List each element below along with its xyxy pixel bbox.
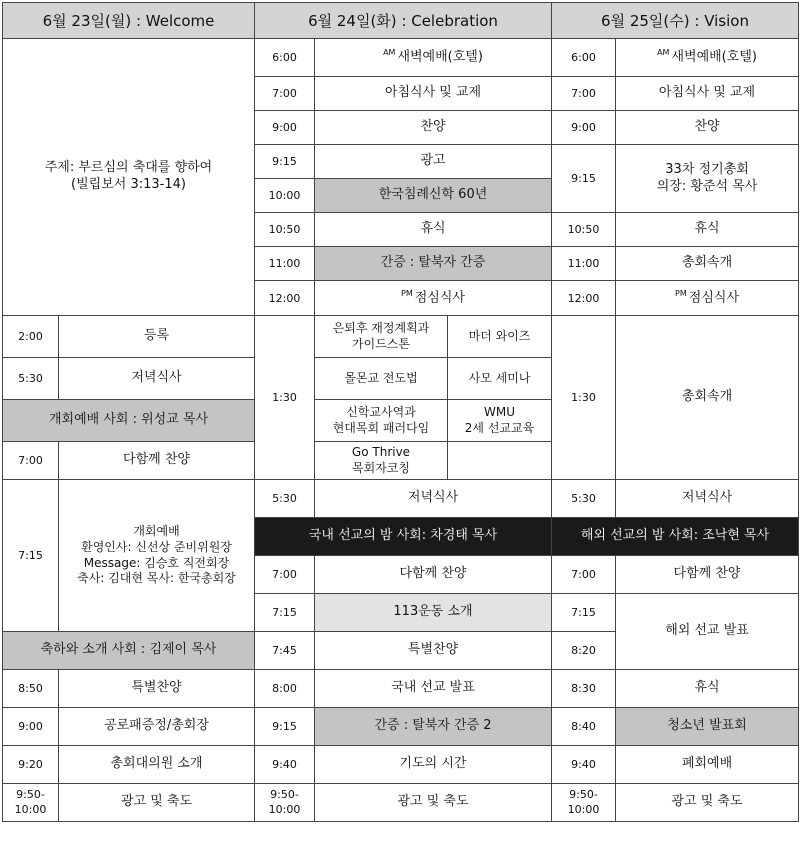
day2-event: 특별찬양	[315, 632, 552, 670]
day1-event: 저녁식사	[59, 358, 255, 400]
time-cell: 7:00	[255, 77, 315, 111]
day3-event: 찬양	[616, 111, 799, 145]
time-cell: 6:00	[255, 39, 315, 77]
day2-event: 간증 : 탈북자 간증	[315, 247, 552, 281]
day1-event: 다함께 찬양	[59, 442, 255, 480]
time-cell: 9:00	[552, 111, 616, 145]
day3-event: 33차 정기총회 의장: 황준석 목사	[616, 145, 799, 213]
session-cell: 마더 와이즈	[448, 316, 552, 358]
day1-band: 개회예배 사회 : 위성교 목사	[3, 400, 255, 442]
day1-event: 등록	[59, 316, 255, 358]
time-cell: 11:00	[552, 247, 616, 281]
day2-event: 한국침례신학 60년	[315, 179, 552, 213]
time-cell: 5:30	[552, 480, 616, 518]
time-cell: 9:50- 10:00	[255, 784, 315, 822]
day2-event: $^{AM}$ 새벽예배(호텔)	[315, 39, 552, 77]
day1-theme: 주제: 부르심의 축대를 향하여 (빌립보서 3:13-14)	[3, 39, 255, 316]
time-cell: 7:00	[255, 556, 315, 594]
time-cell: 8:20	[552, 632, 616, 670]
session-cell-empty	[448, 442, 552, 480]
time-cell: 8:00	[255, 670, 315, 708]
time-cell: 8:30	[552, 670, 616, 708]
time-cell: 7:00	[3, 442, 59, 480]
time-cell: 5:30	[3, 358, 59, 400]
session-cell: Go Thrive 목회자코칭	[315, 442, 448, 480]
time-cell: 12:00	[255, 281, 315, 316]
session-cell: 사모 세미나	[448, 358, 552, 400]
day3-event: 청소년 발표회	[616, 708, 799, 746]
time-cell: 7:15	[552, 594, 616, 632]
time-cell: 7:00	[552, 556, 616, 594]
session-cell: 몰몬교 전도법	[315, 358, 448, 400]
day1-event: 개회예배 환영인사: 신선상 준비위원장 Message: 김승호 직전회장 축사: 김대현 목사: 한국총회장	[59, 480, 255, 632]
day1-event: 공로패증정/총회장	[59, 708, 255, 746]
day2-event: 113운동 소개	[315, 594, 552, 632]
day2-event: 광고 및 축도	[315, 784, 552, 822]
time-cell: 9:00	[3, 708, 59, 746]
time-cell: 10:50	[255, 213, 315, 247]
time-cell: 9:40	[552, 746, 616, 784]
time-cell: 9:15	[255, 708, 315, 746]
day3-event: $^{PM}$ 점심식사	[616, 281, 799, 316]
day2-event: 찬양	[315, 111, 552, 145]
day3-event: 휴식	[616, 670, 799, 708]
day2-event: 다함께 찬양	[315, 556, 552, 594]
day1-event: 특별찬양	[59, 670, 255, 708]
time-cell: 1:30	[255, 316, 315, 480]
time-cell: 9:50- 10:00	[552, 784, 616, 822]
day2-event: 국내 선교 발표	[315, 670, 552, 708]
time-cell: 2:00	[3, 316, 59, 358]
day1-header: 6월 23일(월) : Welcome	[3, 3, 255, 39]
day2-event: 휴식	[315, 213, 552, 247]
day1-band: 축하와 소개 사회 : 김제이 목사	[3, 632, 255, 670]
day1-event: 광고 및 축도	[59, 784, 255, 822]
time-cell: 7:45	[255, 632, 315, 670]
time-cell: 7:15	[255, 594, 315, 632]
day3-event: 아침식사 및 교제	[616, 77, 799, 111]
time-cell: 9:20	[3, 746, 59, 784]
day3-event: 다함께 찬양	[616, 556, 799, 594]
day2-event: $^{PM}$ 점심식사	[315, 281, 552, 316]
day2-event: 간증 : 탈북자 간증 2	[315, 708, 552, 746]
time-cell: 10:00	[255, 179, 315, 213]
day3-event: 광고 및 축도	[616, 784, 799, 822]
time-cell: 9:15	[552, 145, 616, 213]
day2-event: 저녁식사	[315, 480, 552, 518]
day3-header: 6월 25일(수) : Vision	[552, 3, 799, 39]
day3-event: 폐회예배	[616, 746, 799, 784]
time-cell: 12:00	[552, 281, 616, 316]
session-cell: 신학교사역과 현대목회 패러다임	[315, 400, 448, 442]
schedule-table	[2, 2, 799, 822]
time-cell: 6:00	[552, 39, 616, 77]
day3-event: 총회속개	[616, 316, 799, 480]
time-cell: 7:00	[552, 77, 616, 111]
time-cell: 7:15	[3, 480, 59, 632]
time-cell: 9:00	[255, 111, 315, 145]
day3-band: 해외 선교의 밤 사회: 조낙현 목사	[552, 518, 799, 556]
time-cell: 8:40	[552, 708, 616, 746]
day2-header: 6월 24일(화) : Celebration	[255, 3, 552, 39]
time-cell: 5:30	[255, 480, 315, 518]
session-cell: 은퇴후 재정계획과 가이드스톤	[315, 316, 448, 358]
time-cell: 11:00	[255, 247, 315, 281]
time-cell: 1:30	[552, 316, 616, 480]
time-cell: 10:50	[552, 213, 616, 247]
day3-event: 총회속개	[616, 247, 799, 281]
day2-event: 광고	[315, 145, 552, 179]
day3-event: 해외 선교 발표	[616, 594, 799, 670]
day2-band: 국내 선교의 밤 사회: 차경태 목사	[255, 518, 552, 556]
time-cell: 9:40	[255, 746, 315, 784]
day2-event: 아침식사 및 교제	[315, 77, 552, 111]
session-cell: WMU 2세 선교교육	[448, 400, 552, 442]
time-cell: 9:50- 10:00	[3, 784, 59, 822]
day3-event: $^{AM}$ 새벽예배(호텔)	[616, 39, 799, 77]
day1-event: 총회대의원 소개	[59, 746, 255, 784]
day3-event: 저녁식사	[616, 480, 799, 518]
day3-event: 휴식	[616, 213, 799, 247]
time-cell: 8:50	[3, 670, 59, 708]
time-cell: 9:15	[255, 145, 315, 179]
day2-event: 기도의 시간	[315, 746, 552, 784]
